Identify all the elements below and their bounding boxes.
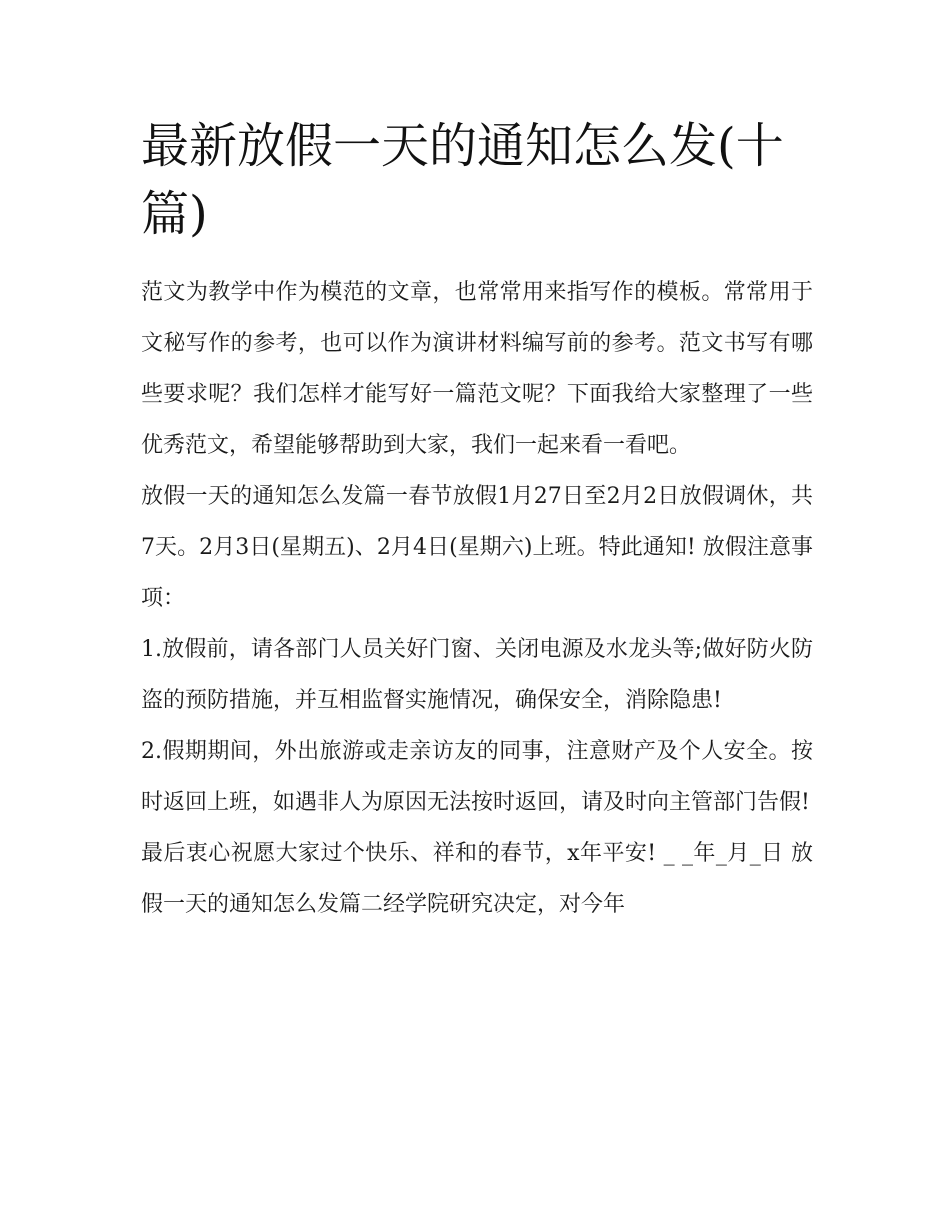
list-item-2: 2.假期期间，外出旅游或走亲访友的同事，注意财产及个人安全。按时返回上班，如遇非人为原因无法按时返回，请及时向主管部门告假! [141,739,813,815]
intro-paragraph: 范文为教学中作为模范的文章，也常常用来指写作的模板。常常用于文秘写作的参考，也可以作为演讲材料编写前的参考。范文书写有哪些要求呢？我们怎样才能写好一篇范文呢？下面我给大家整理了一些优秀范文，希望能够帮助到大家，我们一起来看一看吧。 [141,280,813,458]
document-page [141,112,813,930]
document-title: 最新放假一天的通知怎么发(十篇) [141,118,784,242]
document-body [141,267,813,930]
notice-paragraph: 放假一天的通知怎么发篇一春节放假1月27日至2月2日放假调休，共7天。2月3日(星期五)、2月4日(星期六)上班。特此通知! 放假注意事项： [141,484,813,611]
closing-paragraph: 最后衷心祝愿大家过个快乐、祥和的春节，x年平安! _ _年_月_日 放假一天的通知怎么发篇二经学院研究决定，对今年 [141,841,813,917]
list-item-1: 1.放假前，请各部门人员关好门窗、关闭电源及水龙头等;做好防火防盗的预防措施，并互相监督实施情况，确保安全，消除隐患! [141,637,813,713]
